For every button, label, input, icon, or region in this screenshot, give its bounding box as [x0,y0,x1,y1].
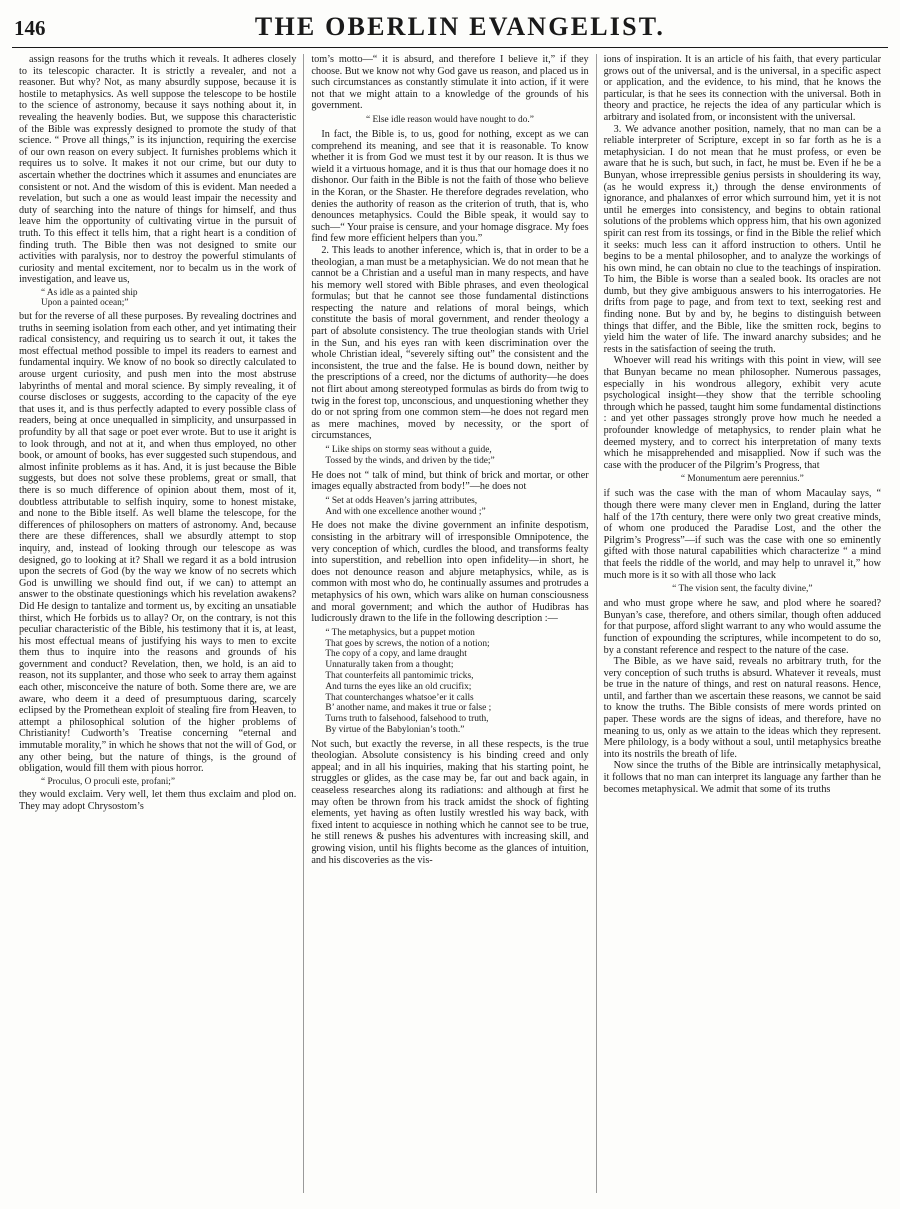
centered-quotation: “ Monumentum aere perennius.” [680,474,804,485]
verse-line: The copy of a copy, and lame draught [325,649,467,660]
verse-quotation [19,777,296,788]
paragraph: if such was the case with the man of whom Macaulay says, “ though there were many clever men in England, during the latter half of the 17th century, there were only two great creative minds, of whom one produced the Paradise Lost, and the other the Pilgrim’s Progress”—if such was the case with one so eminently gifted with those natural capabilities which characterize “ a mind that feels the riddle of the world, and may help to unravel it,” how much more is it so with all those who lack [603,488,881,581]
verse-line: And with one excellence another wound ;” [325,506,486,517]
verse-line: “ As idle as a painted ship [41,287,138,298]
paragraph: In fact, the Bible is, to us, good for nothing, except as we can comprehend its meaning, and see that it is reasonable. To know whether it is from God we must test it by our reason. It is thus we wield it a virtuous homage, and it is thus that our homage does it no dishonor. Our faith in the Bible is not the faith of those who believe in the Koran, or the Shaster. He therefore degrades revelation, who denies the authority of reason as the criterion of truth, that is, who denounces metaphysics. Could the Bible speak, it would say to such—“ Your praise is censure, and your homage disgrace. My foes find few more efficient helpers than you.” [311,128,589,245]
verse-quotation [19,288,296,309]
masthead [0,0,900,44]
article-columns [0,48,900,1203]
verse-line: Upon a painted ocean;” [41,298,129,309]
paragraph: assign reasons for the truths which it reveals. It adheres closely to its telescopic character. It is strictly a revealer, and not a reasoner. But why? Not, as many absurdly suppose, because it is hostile to metaphysics. As well suppose the telescope to be hostile to the science of astronomy, because it says nothing about it, in revealing the heavenly bodies. But, we suppose this characteristic of the Bible was expressly designed to promote the study of that science. “ Prove all things,” is its injunction, requiring the exercise of our own reason on every subject. It furnishes problems which it requires us to solve. It makes it not our crime, but our duty to ascertain whether the doctrines which it assumes and enunciates are consistent or not. And the wisdom of this is evident. Man needed a revelation, but such a one as would least impair the necessity and duty of searching into the nature of things for himself, and thus leave him the opportunity of cultivating virtue in the pursuit of truth. To this effect it tells him, that a right heart is a condition of finding truth. The Bible then was not designed to smite our activities with paralysis, nor to destroy the powerful stimulants of curiosity and mental excitement, nor to becalm us in the work of investigation, and leave us, [19,54,297,286]
verse-line: Unnaturally taken from a thought; [325,660,454,671]
verse-line: “ Set at odds Heaven’s jarring attributes, [325,495,478,506]
text-column-3 [596,54,888,1193]
verse-line: B’ another name, and makes it true or false ; [325,703,492,714]
paragraph: and who must grope where he saw, and plod where he soared? Bunyan’s case, therefore, and others similar, though often adduced for that purpose, afford slight warrant to any who would assume the function of expounding the scriptures, while incompetent to do so, by a constant reference and respect to the nature of the case. [603,598,881,656]
paragraph: but for the reverse of all these purposes. By revealing doctrines and truths in seeming isolation from each other, and yet intimating their radical consistency, and requiring us to search it out, it takes the most effectual method possible to impel its readers to earnest and fundamental inquiry. We know of no book so directly calculated to arouse urgent curiosity, and push men into the most abstruse labyrinths of mental and moral science. By simply revealing, it of course discloses or suggests, according to the capacity of the eye that uses it, and is thus perfectly adapted to every possible class of readers, being at once unequalled in simplicity, and unsurpassed in profundity by all that sage or poet ever wrote. But to use it aright is to look through, and not at it, and when thus employed, no other book, or amount of books, has ever suggested such stupendous, and almost infinite problems as it has. And, it is just because the Bible suggests, but does not solve these problems, great or small, that there is so much difference of opinion about them, most of it, doubtless attributable to selfish inquiry, some to honest mistake, and none to the Bible itself. As well blame the telescope, for the differences of philosophers on matters of astronomy. And, because there are these differences, shall we absurdly attempt to stop inquiry, and, instead of looking through our telescope as was designed, go to looking at it? Shall we regard it as a bold intrusion upon the secrets of God (by the way we know of no secrets which God is unwilling we should find out, if we can) to attempt an answer to the obstinate questionings which his revelation awakens? Did He design to tantalize and torment us, by exciting an unsatiable thirst, which He forbids us to allay? Or, on the contrary, is not this peculiar characteristic of the Bible, his testimony that it is, at least, his most effectual means of justifying his ways to men to excite them thus to inquire into the reasons and grounds of his government and conduct? Revelation, then, we hold, is an aid to reason, not its supplanter, and those who seek to array them against each other, misconceive the nature of both. Some there are, we are aware, who deem it a deed of presumptuous daring, scarcely eclipsed by the Promethean exploit of stealing fire from Heaven, to attempt a philosophical solution of the higher problems of Christianity! Cudworth’s Treatise concerning “eternal and immutable morality,” in which he shows that not the will of God, or any other being, but the nature of things, is the ground of obligation, would fill them with pious horror. [19,311,297,775]
centered-quotation: “ The vision sent, the faculty divine,” [672,584,813,595]
verse-line: That counterchanges whatsoe’er it calls [325,692,474,703]
paragraph: tom’s motto—“ it is absurd, and therefore I believe it,” if they choose. But we know not why God gave us reason, and placed us in such circumstances as constantly stimulate it into action, if it were not that we might attain to a knowledge of the grounds of his government. [311,54,589,112]
verse-quotation [311,628,588,736]
paragraph: Whoever will read his writings with this point in view, will see that Bunyan became no mean philosopher. Numerous passages, especially in his wondrous allegory, exhibit very acute psychological insight—they show that the terrible schooling through which he passed, taught him some fundamental distinctions : and yet other passages strongly prove how much he needed a profounder knowledge of metaphysics, to render plain what he deemed mystery, and to correct his interpretation of many texts which he misapprehended and misapplied. Now if such was the case with the producer of the Pilgrim’s Progress, that [603,355,881,471]
verse-quotation [311,445,588,467]
verse-line: That counterfeits all pantomimic tricks, [325,670,474,681]
verse-line: “ The metaphysics, but a puppet motion [325,627,475,638]
verse-line: Tossed by the winds, and driven by the tide;” [325,455,495,466]
centered-quotation: “ Else idle reason would have nought to do.” [366,114,534,125]
page-number: 146 [14,16,46,40]
verse-line: “ Like ships on stormy seas without a guide, [325,445,492,455]
paragraph: 2. This leads to another inference, which is, that in order to be a theologian, a man must be a metaphysician. We do not mean that he cannot be a Christian and a useful man in many respects, and have his memory well stored with Bible phrases, and even theological formulas; but that he cannot see those fundamental distinctions respecting the nature and relations of moral beings, which constitute the basis of moral government, and render theology a part of absolute consistency. The true theologian stands with Uriel in the Sun, and his eyes ran with keen discrimination over the whole Christian ideal, “severely sifting out” the consistent and the inconsistent, the true and the false. He is bound down, neither by the prescriptions of a creed, nor the dictums of authority—he does not flirt about among stereotyped formulas as birds do from twig to twig in the forest top, unconscious, and unquestioning whether they do or not spring from one common stem—he does not regard men as mere machines, moved by necessity, or the sport of circumstances, [311,244,589,442]
paragraph: ions of inspiration. It is an article of his faith, that every particular grows out of the universal, and is the universal, in a specific aspect or application, and the evidence, to his mind, that he knows the particular, is that he sees its connection with the universal. Both in theory and practice, he rejects the idea of any particular which is arbitrary and isolated from, or inconsistent with the universal. [603,54,881,123]
verse-line: “ Proculus, O proculi este, profani;” [41,776,175,787]
verse-line: Turns truth to falsehood, falsehood to truth, [325,714,489,725]
paragraph: Now since the truths of the Bible are intrinsically metaphysical, it follows that no man can interpret its language any farther than he becomes metaphysical. We admit that some of its truths [603,760,881,795]
paragraph: Not such, but exactly the reverse, in all these respects, is the true theologian. Absolute consistency is his binding creed and only appeal; and in all his inquiries, making that his starting point, he struggles or glides, as the case may be, far out and back again, in ceaseless researches along its radiations: and although at first he may often be thrown from his track amidst the shock of fighting elements, yet having as often lustily wrestled his way back, with fixed intent to acquiesce in nothing which he cannot see to be true, he still renews & pushes his adventures with increasing skill, and growing vision, until his flights become as the glances of intuition, and his discoveries as the vis- [311,738,589,866]
paragraph: He does not make the divine government an infinite despotism, consisting in the arbitrary will of irresponsible Omnipotence, the very conception of which, curdles the blood, and transforms fealty into superstition, and rebellion into open infidelity—in short, he does not denounce reason and abjure metaphysics, while, as is common with most who do, he continually assumes and protrudes a metaphysics of his own, which wars alike on human consciousness and moral government; and which the author of Hudibras has ludicrously drawn to the life in the following description :— [311,520,589,625]
paragraph: He does not “ talk of mind, but think of brick and mortar, or other images equally abstracted from body!”—he does not [311,469,589,493]
verse-line: That goes by screws, the notion of a notion; [325,638,490,649]
verse-line: By virtue of the Babylonian’s tooth.” [325,724,465,735]
verse-quotation [311,496,588,518]
paragraph: 3. We advance another position, namely, that no man can be a reliable interpreter of Scripture, except in so far forth as he is a metaphysician. I do not mean that he must profess, or even be aware that he is such, but such, in fact, he must be. Even if he be a Bunyan, whose irrepressible genius persists in shouldering its way, (as he would express it,) through the dense environments of ignorance, and phalanxes of error which surround him, yet it is not until he emerges into consistency, and begins to obtain rational solutions of the problems which oppress him, that his own agonized spirit can rest from its tossings, or find in the Bible the relief which it seeks: much less can it afford instruction to others. Until he begins to be a mental philosopher, and to analyze the workings of his own mind, he can obtain no clue to the teachings of inspiration. To him, the Bible is worse than a sealed book. Its oracles are not dumb, but they give ambiguous answers to his interrogatories. He drifts from page to page, and from text to text, seeking rest and finding none. But by and by, he begins to distinguish between things that differ, and the Bible, like the smitten rock, begins to yield him the water of life. The inward anarchy subsides; and he rests in the satisfaction of seeing the truth. [603,123,881,355]
paragraph: The Bible, as we have said, reveals no arbitrary truth, for the very conception of such truths is absurd. Whatever it reveals, must be true in the nature of things, and rest on natural reasons. Hence, until, and farther than we ascertain these reasons, we cannot be said to know the truths. The Bible consists of mere words printed on paper. These words are the signs of ideas, and therefore, have no meaning to us, only as we attain to the ideas which they represent. Mere philology, is a body without a soul, until metaphysics breathe into its nostrils the breath of life. [603,656,881,760]
paragraph: they would exclaim. Very well, let them thus exclaim and plod on. They may adopt Chrysostom’s [19,789,297,812]
text-column-2 [303,54,595,1193]
publication-title: THE OBERLIN EVANGELIST. [254,12,666,41]
verse-line: And turns the eyes like an old crucifix; [325,681,472,692]
text-column-1 [12,54,303,1193]
